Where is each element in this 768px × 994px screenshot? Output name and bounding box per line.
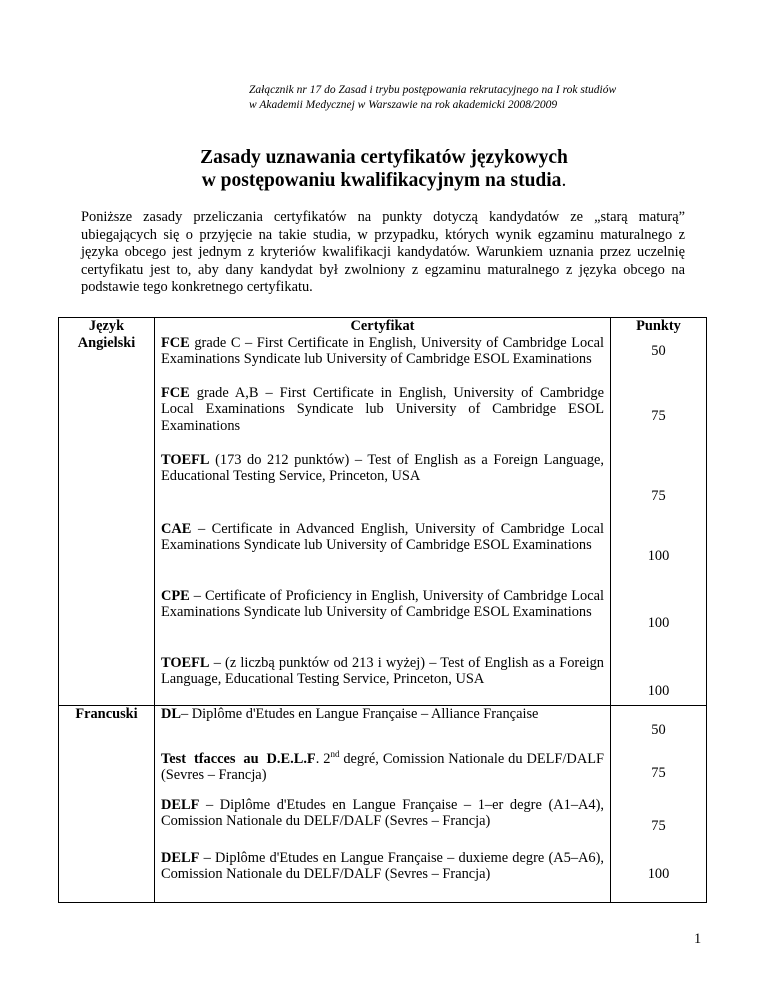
cert-desc: grade C – First Certificate in English, University of Cambridge Local Examinations Syndicate lub University of Cambridge ESOL Examinations [161,334,604,368]
cert-name: TOEFL [161,654,210,671]
title-line-1: Zasady uznawania certyfikatów językowych [200,147,568,168]
points-value: 50 [651,342,666,359]
cert-desc: – (z liczbą punktów od 213 i wyżej) – Test of English as a Foreign Language, Educational Testing Service, Princeton, USA [161,654,604,688]
cert-name: FCE [161,384,190,401]
cert-desc: grade A,B – First Certificate in English, University of Cambridge Local Examinations Syndicate lub University of Cambridge ESOL Examinations [161,384,604,434]
annex-line-2: w Akademii Medycznej w Warszawie na rok akademicki 2008/2009 [249,98,558,111]
cert-desc: (173 do 212 punktów) – Test of English as a Foreign Language, Educational Testing Service, Princeton, USA [161,451,604,485]
points-value: 100 [647,682,670,699]
cert-desc: – Diplôme d'Etudes en Langue Française – duxieme degre (A5–A6), Comission Nationale du DELF/DALF (Sevres – Francja) [161,849,604,883]
language-english: Angielski [77,334,136,351]
cert-entry-dl [161,706,604,745]
document-title [0,146,768,192]
cert-name: CPE [161,587,190,604]
cert-name: CAE [161,520,192,537]
language-cell-english [59,318,155,706]
title-line-2 [0,169,768,192]
language-french: Francuski [75,705,138,722]
annex-line-1: Załącznik nr 17 do Zasad i trybu postępowania rekrutacyjnego na I rok studiów [249,84,617,96]
language-cell-french [59,705,155,902]
cert-name: DELF [161,796,200,813]
cert-entry-cae [161,521,604,588]
cert-superscript: nd [330,748,340,759]
points-value: 100 [647,865,670,882]
cert-name: TOEFL [161,451,210,468]
certificate-cell-english [155,318,611,706]
cert-name: DL [161,705,181,722]
cert-entry-delf-1 [161,792,604,850]
language-header: Język [88,318,125,334]
page-number: 1 [694,931,702,947]
points-value: 75 [651,764,666,781]
cert-desc: – Diplôme d'Etudes en Langue Française – 1–er degre (A1–A4), Comission Nationale du DELF/DALF (Sevres – Francja) [161,796,604,830]
title-period: . [561,170,567,191]
cert-desc: degré, Comission Nationale du DELF/DALF (Sevres – Francja) [161,750,605,784]
title-line-2-text: w postępowaniu kwalifikacyjnym na studia [201,170,562,191]
points-value: 75 [651,487,666,504]
cert-desc: – Diplôme d'Etudes en Langue Française – Alliance Française [181,705,539,722]
intro-text: Poniższe zasady przeliczania certyfikatów na punkty dotyczą kandydatów ze „starą maturą” ubiegających się o przyjęcie na takie studia, w przypadku, których wynik egzaminu maturalnego z języka obcego jest jednym z kryteriów kwalifikacji kandydatów. Warunkiem uznania przez uczelnię certyfikatu jest to, aby dany kandydat był zwolniony z egzaminu maturalnego z języka obcego na podstawie tego konkretnego certyfikatu. [81,209,685,296]
points-value: 75 [651,817,666,834]
cert-name: Test tfacces au D.E.L.F [161,750,316,767]
cert-entry-fce-c [161,335,604,385]
points-cell-french [611,705,707,902]
certificates-table [58,317,707,903]
certificate-cell-french [155,705,611,902]
points-value: 100 [647,547,670,564]
certificate-header: Certyfikat [350,318,415,334]
points-value: 50 [651,721,666,738]
points-value: 100 [647,614,670,631]
cert-entry-test-delf [161,745,604,792]
cert-desc: – Certificate of Proficiency in English, University of Cambridge Local Examinations Syndicate lub University of Cambridge ESOL Examinations [161,587,604,621]
cert-entry-cpe [161,588,604,655]
points-header: Punkty [636,318,681,334]
cert-entry-fce-ab [161,385,604,452]
cert-name: FCE [161,334,190,351]
points-cell-english [611,318,707,706]
cert-name: DELF [161,849,200,866]
table-row-french [59,705,707,902]
cert-desc: – Certificate in Advanced English, University of Cambridge Local Examinations Syndicate lub University of Cambridge ESOL Examinations [161,520,604,554]
intro-paragraph [81,209,685,297]
cert-desc-pre: . 2 [315,750,331,767]
cert-entry-toefl-173 [161,452,604,521]
annex-header [249,83,616,112]
cert-entry-toefl-213 [161,655,604,705]
cert-entry-delf-2 [161,850,604,902]
table-row-english [59,318,707,706]
points-value: 75 [651,407,666,424]
